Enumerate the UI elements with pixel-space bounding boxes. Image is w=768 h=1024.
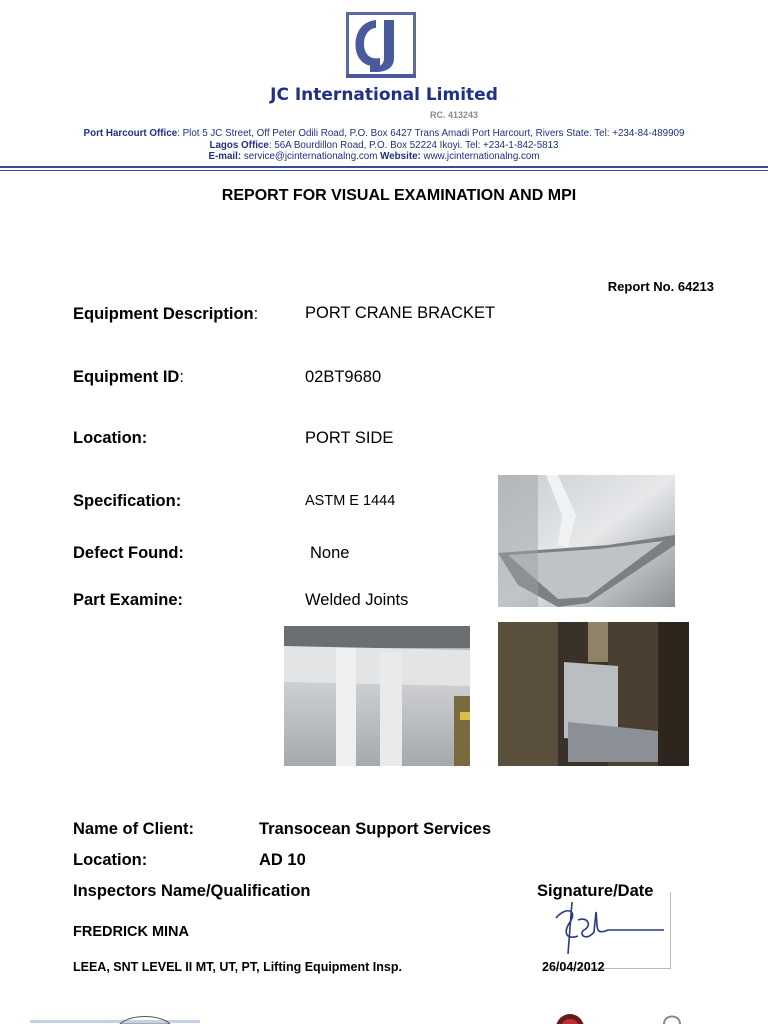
equipment-description-value: PORT CRANE BRACKET [305, 304, 496, 322]
report-title: REPORT FOR VISUAL EXAMINATION AND MPI [221, 187, 577, 204]
company-name: JC International Limited [270, 85, 498, 105]
lagos-office [0, 140, 768, 151]
contact-line [0, 151, 768, 162]
equipment-id-label [73, 368, 184, 387]
equipment-id-value: 02BT9680 [305, 368, 382, 386]
defect-found-label: Defect Found: [73, 544, 184, 562]
inspectors-label: Inspectors Name/Qualification [73, 882, 311, 900]
client-name-value: Transocean Support Services [259, 820, 492, 838]
website-label: Website: [380, 151, 421, 162]
equipment-id-colon: : [179, 368, 184, 386]
inspection-photo-2 [284, 626, 470, 766]
email-label: E-mail: [208, 151, 242, 162]
footer-accreditation-logos [0, 1006, 768, 1024]
inspection-photo-1 [498, 475, 675, 607]
client-location-label: Location: [73, 851, 148, 869]
equipment-id-label-text: Equipment ID [73, 368, 180, 386]
header-divider-thin [0, 170, 768, 171]
part-examine-label: Part Examine: [73, 591, 184, 609]
lagos-office-label: Lagos Office [209, 140, 269, 151]
inspector-signature [548, 896, 670, 956]
location-label: Location: [73, 429, 148, 447]
lagos-office-text: : 56A Bourdillon Road, P.O. Box 52224 Ikoyi. Tel: +234-1-842-5813 [268, 140, 559, 151]
signature-date-label: Signature/Date [537, 882, 654, 900]
specification-label: Specification: [73, 492, 182, 510]
header-divider-thick [0, 166, 768, 168]
equipment-description-label [73, 305, 258, 324]
location-value: PORT SIDE [305, 429, 394, 447]
ph-office-label: Port Harcourt Office [83, 128, 178, 139]
specification-value: ASTM E 1444 [305, 493, 396, 509]
email-text[interactable]: service@jcinternationalng.com [241, 151, 381, 162]
defect-found-value: None [310, 544, 350, 562]
website-text[interactable]: www.jcinternationalng.com [420, 151, 540, 162]
ph-office-text: : Plot 5 JC Street, Off Peter Odili Road, P.O. Box 6427 Trans Amadi Port Harcourt, Rivers State. Tel: +234-84-489909 [177, 128, 685, 139]
port-harcourt-office [0, 128, 768, 139]
inspector-qualification: LEEA, SNT LEVEL II MT, UT, PT, Lifting Equipment Insp. [73, 960, 402, 974]
client-name-label: Name of Client: [73, 820, 195, 838]
client-location-value: AD 10 [259, 851, 306, 869]
equipment-description-label-text: Equipment Description [73, 305, 254, 323]
equipment-description-colon: : [253, 305, 259, 323]
company-logo [346, 12, 416, 80]
part-examine-value: Welded Joints [305, 591, 409, 609]
rc-number: RC. 413243 [429, 110, 479, 120]
inspection-photo-3 [498, 622, 689, 766]
report-number: Report No. 64213 [607, 279, 714, 294]
inspector-name: FREDRICK MINA [73, 924, 189, 940]
signature-date: 26/04/2012 [542, 960, 605, 974]
